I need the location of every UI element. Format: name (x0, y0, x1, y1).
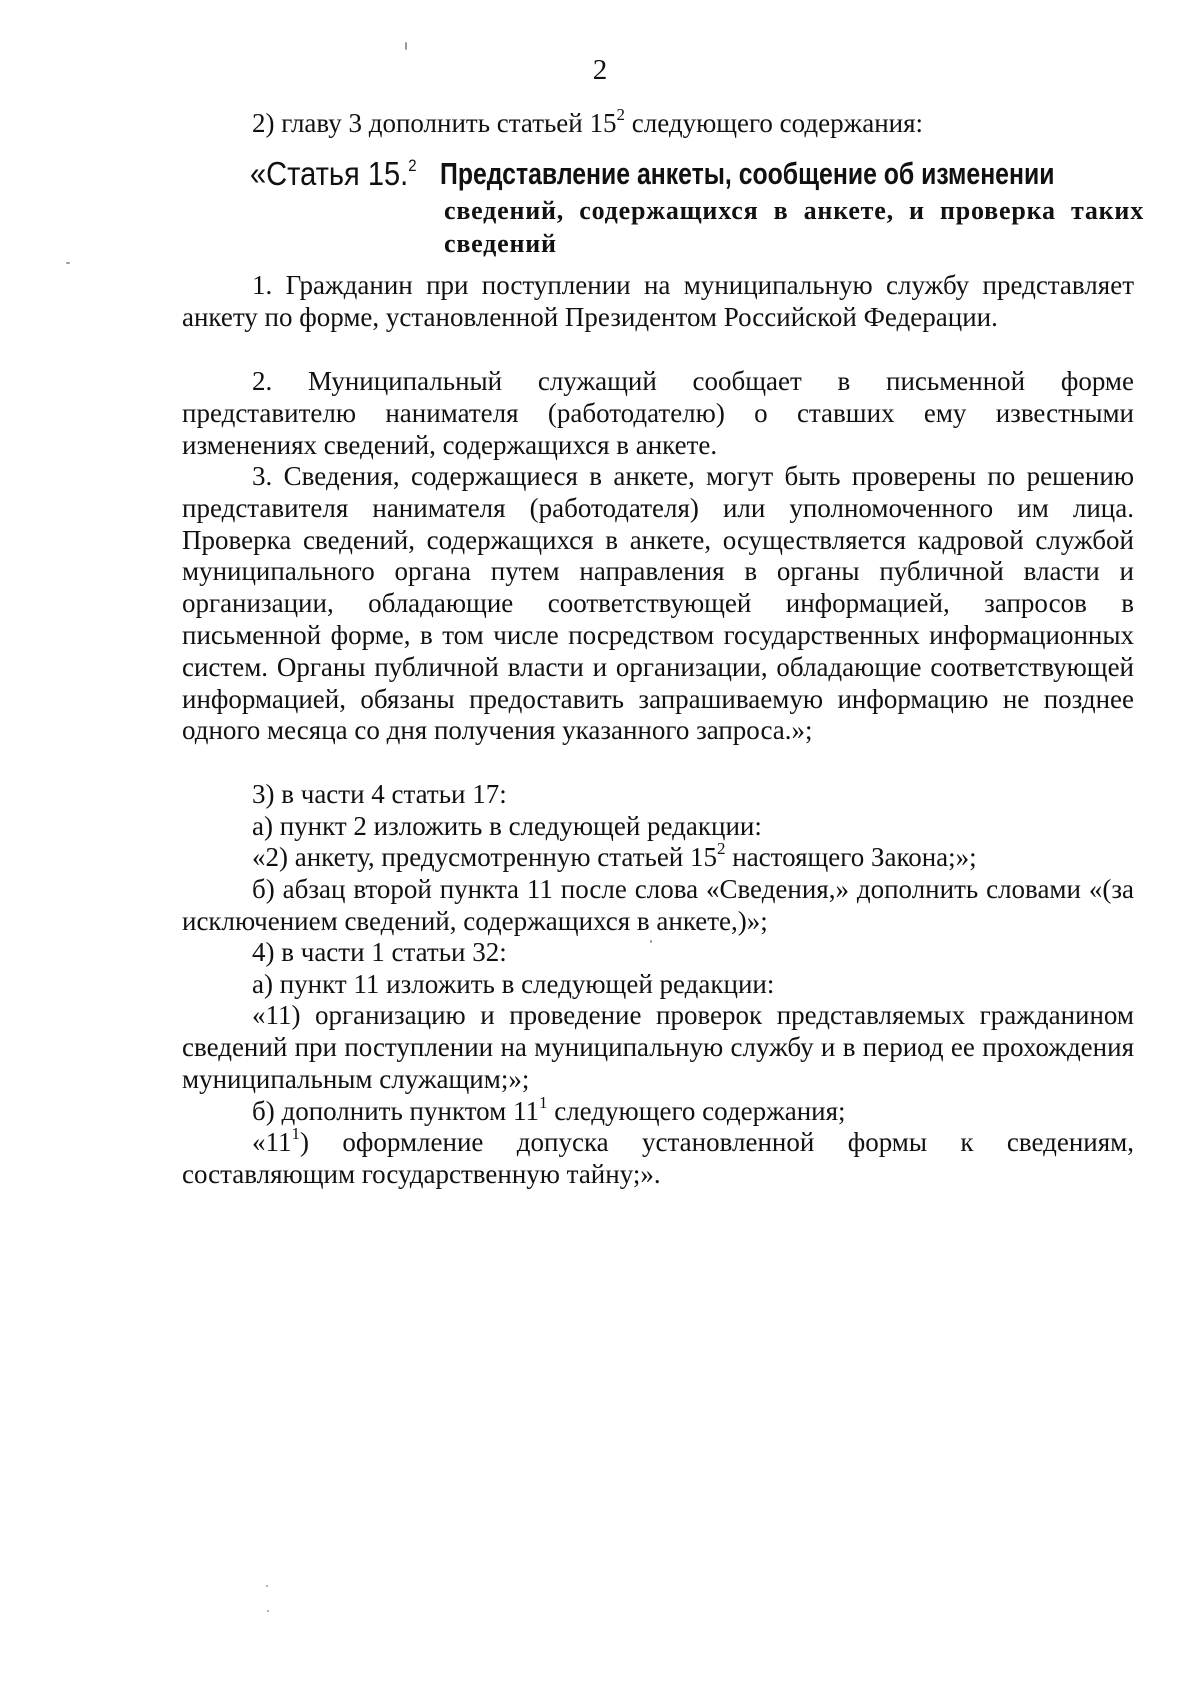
paragraph-3: 3. Сведения, содержащиеся в анкете, могут быть проверены по решению представителя нанимателя (работодателя) или уполномоченного им лица. Проверка сведений, содержащихся в анкете, осуществляется кадровой службой муниципального органа путем направления в органы публичной власти и организации, обладающие соответствующей информацией, запросов в письменной форме, в том числе посредством государственных информационных систем. Органы публичной власти и организации, обладающие соответствующей информацией, обязаны предоставить запрашиваемую информацию не позднее одного месяца со дня получения указанного запроса.»; (182, 461, 1134, 746)
subitem-b-2-suffix: следующего содержания; (547, 1096, 846, 1126)
paragraph-amendment-3: 3) в части 4 статьи 17: (252, 779, 507, 809)
item-2-suffix: настоящего Закона;»; (725, 842, 977, 872)
paragraph-subitem-a: а) пункт 2 изложить в следующей редакции: (252, 811, 762, 841)
item-11-1-prefix: «11 (252, 1127, 292, 1157)
scan-speck (267, 1610, 269, 1612)
paragraph-subitem-a-2: а) пункт 11 изложить в следующей редакции: (252, 969, 775, 999)
scan-speck (650, 940, 652, 943)
paragraph-amendment-4: 4) в части 1 статьи 32: (252, 937, 507, 967)
article-label-superscript: 2 (408, 156, 417, 175)
article-label-text: «Статья 15. (250, 155, 409, 192)
paragraph-subitem-b: б) абзац второй пункта 11 после слова «Сведения,» дополнить словами «(за исключением сведений, содержащихся в анкете,)»; (182, 874, 1134, 936)
article-title-continuation: сведений, содержащихся в анкете, и проверка таких сведений (444, 196, 1144, 258)
paragraph-item-11-1 (182, 1124, 1134, 1191)
paragraph-item-2 (182, 839, 1134, 874)
intro-prefix: 2) главу 3 дополнить статьей 15 (252, 108, 617, 138)
item-2-prefix: «2) анкету, предусмотренную статьей 15 (252, 842, 717, 872)
article-label (250, 154, 417, 194)
scan-speck (266, 1585, 268, 1587)
item-11-1-superscript: 1 (291, 1124, 300, 1143)
paragraph-1: 1. Гражданин при поступлении на муниципальную службу представляет анкету по форме, установленной Президентом Российской Федерации. (182, 270, 1134, 332)
intro-suffix: следующего содержания: (625, 108, 924, 138)
paragraph-2: 2. Муниципальный служащий сообщает в письменной форме представителю нанимателя (работодателю) о ставших ему известными изменениях сведений, содержащихся в анкете. (182, 366, 1134, 460)
intro-paragraph (182, 105, 1134, 140)
item-2-superscript: 2 (717, 839, 726, 858)
paragraph-subitem-b-2 (182, 1093, 1134, 1128)
article-title-line-1: Представление анкеты, сообщение об изменении (440, 156, 1055, 191)
item-11-1-suffix: ) оформление допуска установленной формы к сведениям, составляющим государственную тайну;». (182, 1127, 1134, 1189)
subitem-b-2-prefix: б) дополнить пунктом 11 (252, 1096, 539, 1126)
intro-superscript: 2 (616, 105, 625, 124)
page-number: 2 (592, 54, 608, 86)
paragraph-item-11: «11) организацию и проведение проверок представляемых гражданином сведений при поступлении на муниципальную службу и в период ее прохождения муниципальным служащим;»; (182, 1000, 1134, 1094)
scan-speck (66, 262, 70, 264)
subitem-b-2-superscript: 1 (538, 1093, 548, 1112)
scan-speck (405, 42, 407, 50)
